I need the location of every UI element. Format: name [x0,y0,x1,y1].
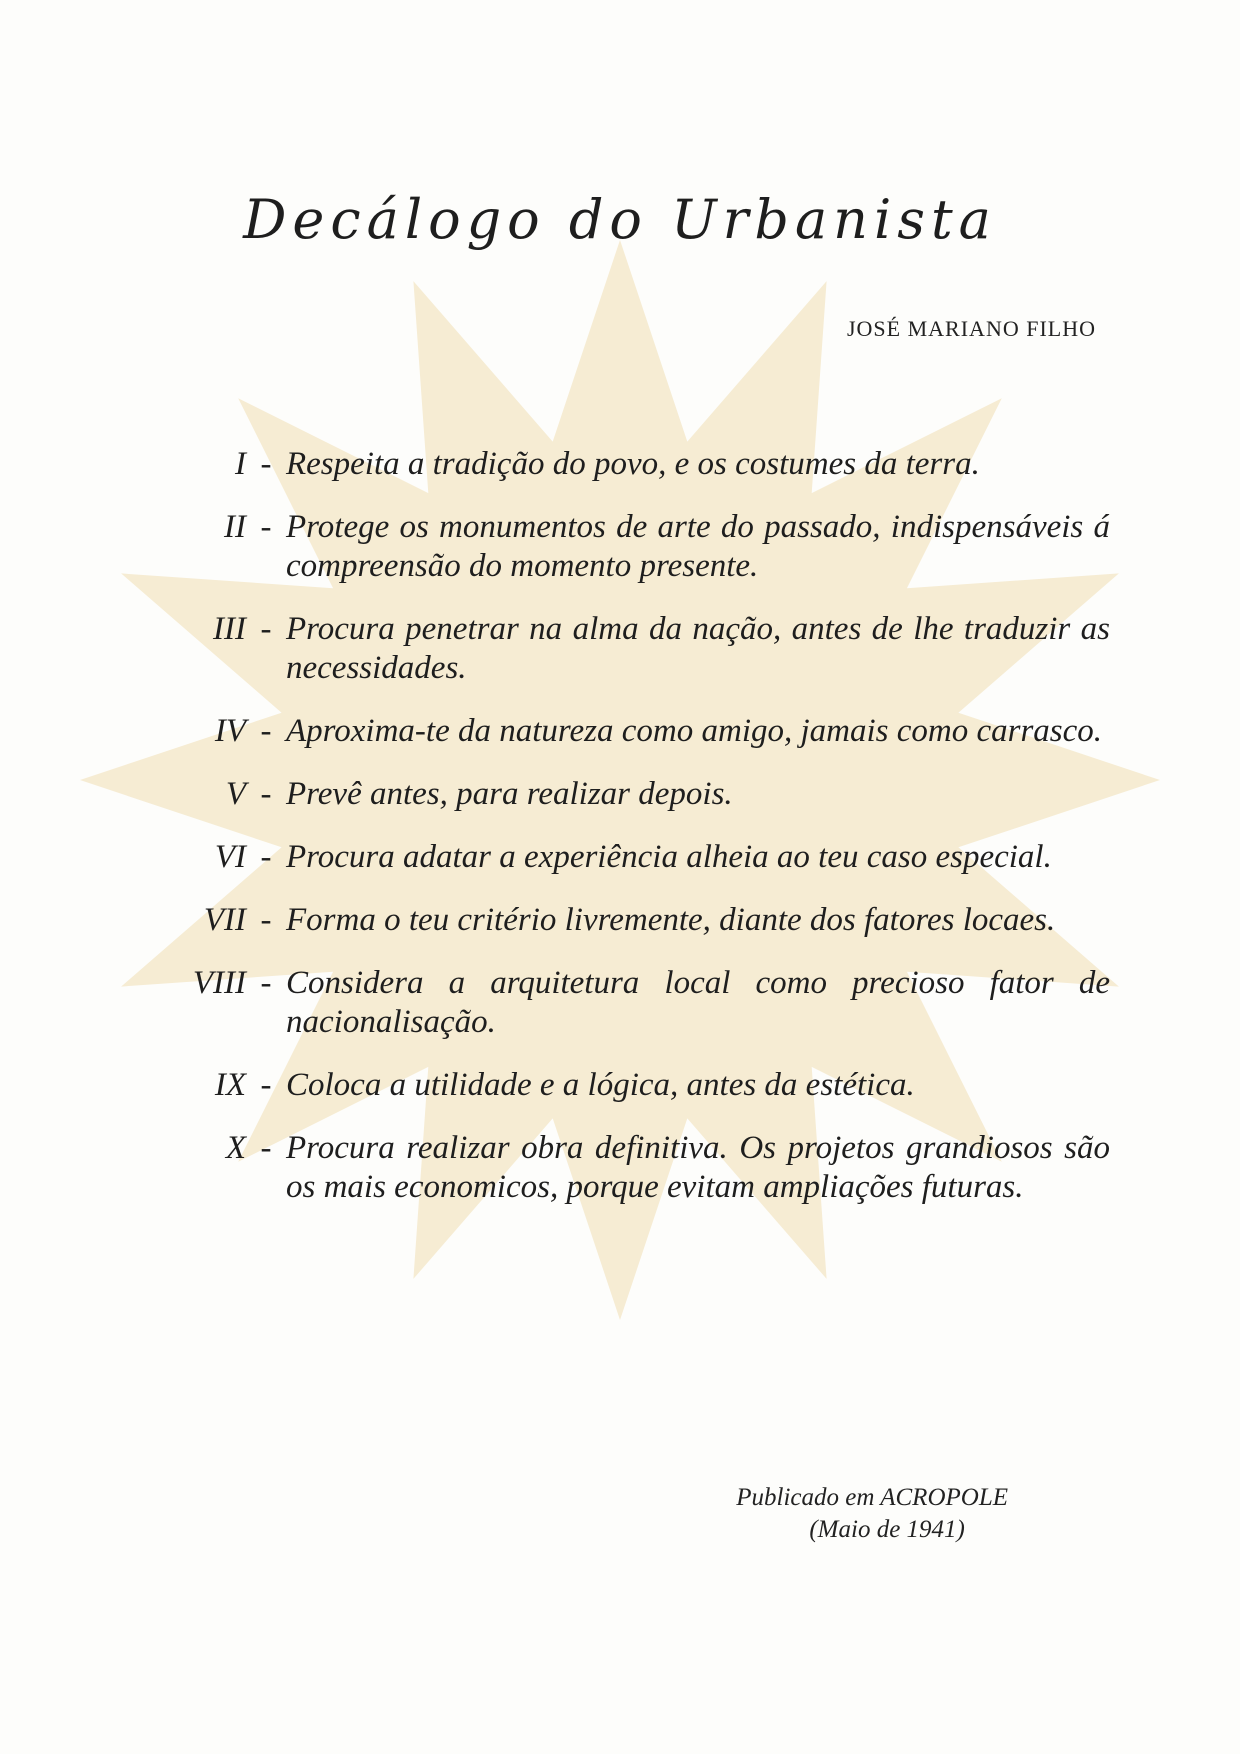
commandment-item [150,508,1110,586]
separator-dash: - [260,509,272,545]
roman-numeral: III [213,611,246,647]
roman-numeral: IX [214,1067,246,1103]
commandment-item [150,1066,1110,1105]
commandment-item [150,445,1110,484]
roman-numeral: V [225,776,246,812]
commandment-text: Aproxima-te da natureza como amigo, jamais como carrasco. [286,713,1103,749]
author-name: JOSÉ MARIANO FILHO [846,316,1096,341]
commandment-text: Forma o teu critério livremente, diante dos fatores locaes. [286,902,1056,938]
commandment-item [150,610,1110,688]
roman-numeral: VI [214,839,246,875]
commandment-item [150,838,1110,877]
publication-note [736,1482,1008,1546]
commandment-text: Procura penetrar na alma da nação, antes de lhe traduzir as necessidades. [286,611,1110,686]
separator-dash: - [260,611,272,647]
commandment-item [150,712,1110,751]
separator-dash: - [260,1067,272,1103]
commandment-text: Coloca a utilidade e a lógica, antes da estética. [286,1067,915,1103]
commandment-item [150,964,1110,1042]
roman-numeral: X [225,1130,246,1166]
publication-source: Publicado em ACROPOLE [736,1484,1008,1511]
commandment-text: Procura adatar a experiência alheia ao teu caso especial. [286,839,1052,875]
separator-dash: - [260,446,272,482]
commandment-item [150,1129,1110,1207]
commandment-item [150,775,1110,814]
page-title: Decálogo do Urbanista [243,188,997,251]
commandment-text: Prevê antes, para realizar depois. [286,776,733,812]
separator-dash: - [260,776,272,812]
commandment-text: Procura realizar obra definitiva. Os projetos grandiosos são os mais economicos, porque evitam ampliações futuras. [286,1130,1110,1205]
commandments-list [150,445,1110,1231]
publication-date: (Maio de 1941) [809,1516,965,1543]
separator-dash: - [260,965,272,1001]
roman-numeral: I [235,446,246,482]
commandment-text: Considera a arquitetura local como precioso fator de nacionalisação. [286,965,1110,1040]
roman-numeral: II [224,509,246,545]
roman-numeral: VIII [192,965,246,1001]
separator-dash: - [260,713,272,749]
separator-dash: - [260,1130,272,1166]
roman-numeral: IV [214,713,246,749]
separator-dash: - [260,902,272,938]
separator-dash: - [260,839,272,875]
roman-numeral: VII [203,902,246,938]
commandment-text: Protege os monumentos de arte do passado, indispensáveis á compreensão do momento presente. [286,509,1110,584]
commandment-item [150,901,1110,940]
commandment-text: Respeita a tradição do povo, e os costumes da terra. [286,446,980,482]
